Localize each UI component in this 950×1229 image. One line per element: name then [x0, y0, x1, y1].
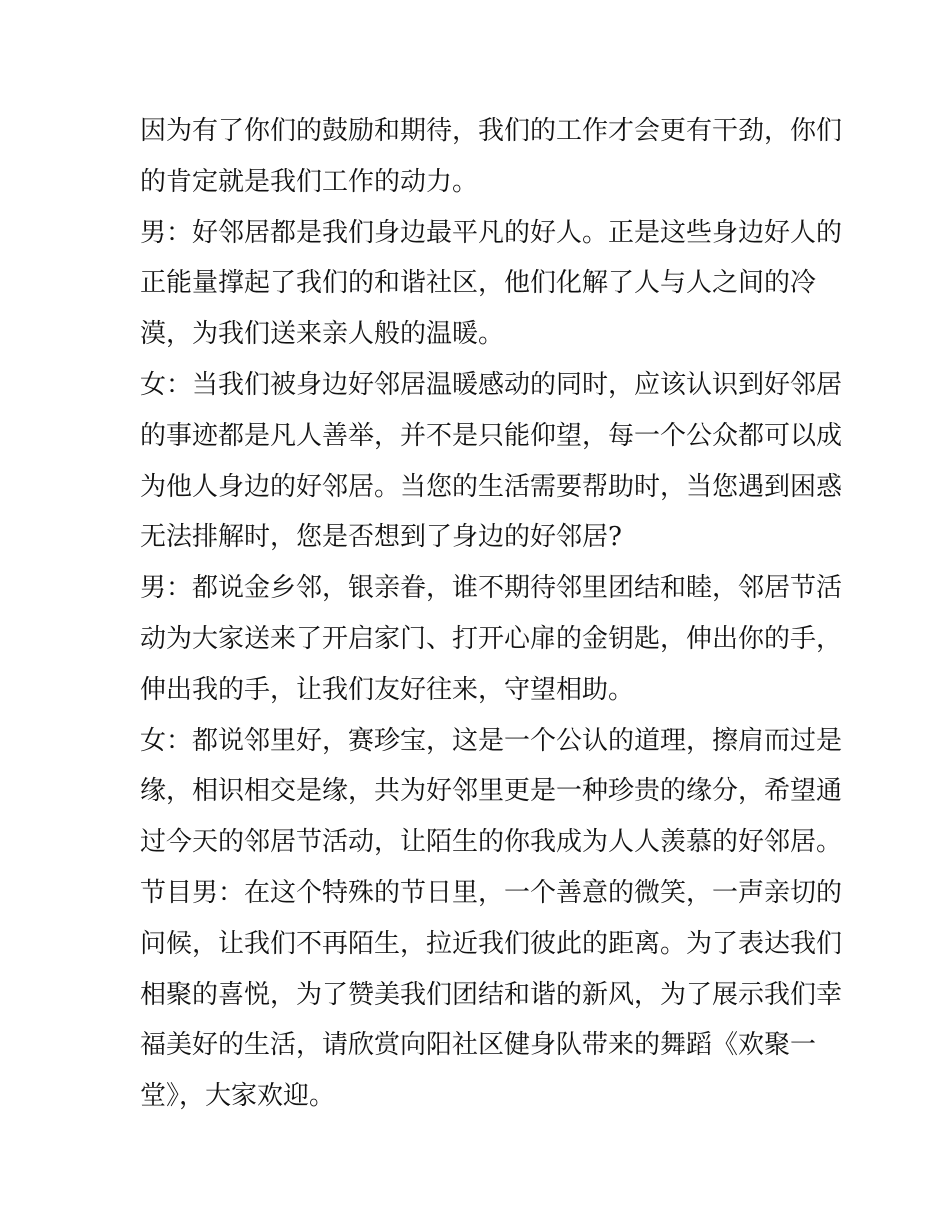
document-body — [140, 106, 843, 1122]
text-line: 女：当我们被身边好邻居温暖感动的同时，应该认识到好邻居 — [140, 369, 843, 400]
text-line: 漠，为我们送来亲人般的温暖。 — [140, 319, 505, 350]
text-line: 伸出我的手，让我们友好往来，守望相助。 — [140, 674, 635, 705]
text-line: 的事迹都是凡人善举，并不是只能仰望，每一个公众都可以成 — [140, 420, 843, 451]
text-line: 缘，相识相交是缘，共为好邻里更是一种珍贵的缘分，希望通 — [140, 776, 843, 807]
text-line: 问候，让我们不再陌生，拉近我们彼此的距离。为了表达我们 — [140, 928, 843, 959]
text-line: 节目男：在这个特殊的节日里，一个善意的微笑，一声亲切的 — [140, 877, 843, 908]
text-line: 相聚的喜悦，为了赞美我们团结和谐的新风，为了展示我们幸 — [140, 979, 843, 1010]
text-line: 过今天的邻居节活动，让陌生的你我成为人人羡慕的好邻居。 — [140, 827, 843, 858]
text-line: 男：都说金乡邻，银亲眷，谁不期待邻里团结和睦，邻居节活 — [140, 573, 843, 604]
text-line: 福美好的生活，请欣赏向阳社区健身队带来的舞蹈《欢聚一 — [140, 1030, 817, 1061]
text-line: 无法排解时，您是否想到了身边的好邻居? — [140, 522, 622, 553]
text-line: 堂》，大家欢迎。 — [140, 1081, 336, 1112]
text-line: 的肯定就是我们工作的动力。 — [140, 166, 479, 197]
text-line: 为他人身边的好邻居。当您的生活需要帮助时，当您遇到困惑 — [140, 471, 843, 502]
text-line: 男：好邻居都是我们身边最平凡的好人。正是这些身边好人的 — [140, 217, 843, 248]
text-line: 女：都说邻里好，赛珍宝，这是一个公认的道理，擦肩而过是 — [140, 725, 843, 756]
text-line: 正能量撑起了我们的和谐社区，他们化解了人与人之间的冷 — [140, 268, 817, 299]
text-line: 动为大家送来了开启家门、打开心扉的金钥匙，伸出你的手， — [140, 623, 843, 654]
text-line: 因为有了你们的鼓励和期待，我们的工作才会更有干劲，你们 — [140, 116, 843, 146]
